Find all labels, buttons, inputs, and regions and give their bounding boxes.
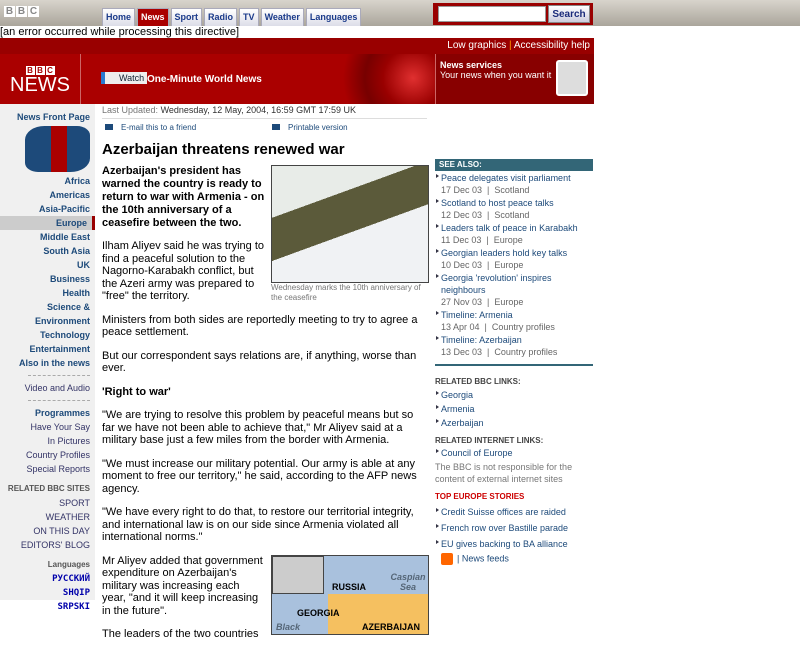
article-photo <box>271 165 429 303</box>
language-link[interactable]: SHQIP <box>62 588 90 598</box>
paragraph: Ilham Aliyev said he was trying to find a peaceful solution to the Nagorno-Karabakh conflict, but the Azeri army was prepared to "free" the territory. <box>102 240 265 302</box>
search-button[interactable]: Search <box>548 5 590 23</box>
envelope-icon <box>105 124 113 130</box>
map-label: GEORGIA <box>297 607 340 618</box>
related-bbc-item <box>435 389 593 401</box>
top-story-link[interactable]: French row over Bastille parade <box>441 523 569 533</box>
related-bbc-item <box>435 417 593 429</box>
paragraph: Ministers from both sides are reportedly meeting to try to agree a peace settlement. <box>102 313 418 338</box>
related-internet-heading: RELATED INTERNET LINKS: <box>435 436 544 445</box>
nav-technology[interactable]: Technology <box>40 330 90 340</box>
tab-news[interactable]: News <box>137 8 169 26</box>
related-bbc-link[interactable]: Azerbaijan <box>441 418 484 428</box>
left-nav <box>0 104 95 612</box>
nav-special-reports[interactable]: Special Reports <box>26 464 90 474</box>
related-site-link[interactable]: EDITORS' BLOG <box>20 540 90 550</box>
see-also-meta: 17 Dec 03 | Scotland <box>441 185 530 195</box>
utility-strip <box>0 38 594 54</box>
printer-icon <box>272 124 280 130</box>
rss-icon <box>441 553 453 565</box>
logo-letter: C <box>29 6 38 17</box>
nav-south-asia[interactable]: South Asia <box>43 246 90 256</box>
logo-letter: B <box>27 66 33 75</box>
nav-health[interactable]: Health <box>62 288 90 298</box>
see-also-meta: 13 Dec 03 | Country profiles <box>441 347 558 357</box>
separator: | <box>509 40 512 51</box>
see-also-meta: 13 Apr 04 | Country profiles <box>441 322 555 332</box>
see-also-link[interactable]: Timeline: Azerbaijan <box>441 335 522 345</box>
divider <box>28 400 90 401</box>
subheading: 'Right to war' <box>102 385 171 398</box>
see-also-item <box>435 247 593 271</box>
related-bbc-link[interactable]: Armenia <box>441 404 475 414</box>
globe-banner <box>83 54 435 104</box>
top-story-link[interactable]: EU gives backing to BA alliance <box>441 539 568 549</box>
related-bbc-heading: RELATED BBC LINKS: <box>435 377 521 386</box>
related-bbc-link[interactable]: Georgia <box>441 390 474 400</box>
logo-word: NEWS <box>10 74 70 96</box>
nav-country-profiles[interactable]: Country Profiles <box>25 450 90 460</box>
related-bbc-item <box>435 403 593 415</box>
updated-label: Last Updated: <box>102 105 159 115</box>
search-input[interactable] <box>438 6 546 22</box>
right-column <box>435 159 593 565</box>
related-site-link[interactable]: WEATHER <box>45 512 90 522</box>
divider <box>435 364 593 366</box>
see-also-link[interactable]: Leaders talk of peace in Karabakh <box>441 223 578 233</box>
related-site-link[interactable]: ON THIS DAY <box>33 526 90 536</box>
services-subtitle: Your news when you want it <box>440 70 552 80</box>
soldiers-photo <box>271 165 429 283</box>
see-also-meta: 10 Dec 03 | Europe <box>441 260 524 270</box>
bbc-news-logo[interactable] <box>0 54 81 104</box>
logo-letter: B <box>17 6 26 17</box>
article-tools <box>102 123 427 137</box>
tab-languages[interactable]: Languages <box>306 8 362 26</box>
top-stories-heading: TOP EUROPE STORIES <box>435 492 525 501</box>
see-also-item <box>435 172 593 196</box>
see-also-link[interactable]: Georgia 'revolution' inspires neighbours <box>441 273 552 295</box>
region-map <box>271 555 429 635</box>
map-label: RUSSIA <box>332 581 367 592</box>
paragraph: "We have every right to do that, to restore our territorial integrity, and international law is on our side since Armenia violated all international norms." <box>102 506 414 543</box>
see-also-item <box>435 272 593 308</box>
photo-caption: Wednesday marks the 10th anniversary of the ceasefire <box>271 283 421 302</box>
nav-europe[interactable]: Europe <box>0 216 95 230</box>
nav-business[interactable]: Business <box>49 274 90 284</box>
languages-heading: Languages <box>47 560 90 569</box>
tab-home[interactable]: Home <box>102 8 135 26</box>
nav-uk[interactable]: UK <box>77 260 90 270</box>
language-link[interactable]: SRPSKI <box>57 602 90 612</box>
services-title: News services <box>440 60 503 70</box>
see-also-item <box>435 309 593 333</box>
see-also-link[interactable]: Scotland to host peace talks <box>441 198 554 208</box>
nav-in-pictures[interactable]: In Pictures <box>47 436 90 446</box>
see-also-meta: 12 Dec 03 | Scotland <box>441 210 530 220</box>
paragraph: But our correspondent says relations are, if anything, worse than ever. <box>102 349 417 374</box>
updated-time: Wednesday, 12 May, 2004, 16:59 GMT 17:59 UK <box>160 105 357 115</box>
tab-tv[interactable]: TV <box>239 8 259 26</box>
nav-entertainment[interactable]: Entertainment <box>29 344 90 354</box>
top-bar <box>0 0 800 26</box>
accessibility-link[interactable]: Accessibility help <box>513 40 590 51</box>
logo-letter: B <box>5 6 14 17</box>
bbc-logo[interactable] <box>4 6 39 17</box>
paragraph: "We must increase our military potential. Our army is able at any moment to free our territory," he said, according to the AFP news agency. <box>102 457 417 495</box>
nav-have-your-say[interactable]: Have Your Say <box>30 422 90 432</box>
devices-icon <box>556 60 588 96</box>
article-intro: Azerbaijan's president has warned the country is ready to return to war with Armenia - on the 10th anniversary of a ceasefire between the two. <box>102 165 265 229</box>
map-label: AZERBAIJAN <box>362 621 421 632</box>
see-also-meta: 11 Dec 03 | Europe <box>441 235 523 245</box>
see-also-meta: 27 Nov 03 | Europe <box>441 297 524 307</box>
news-services[interactable] <box>435 54 594 104</box>
top-story-item <box>435 538 593 550</box>
nav-science-environment[interactable]: Science & Environment <box>34 302 90 326</box>
nav-also-in-the-news[interactable]: Also in the news <box>18 358 90 368</box>
watch-button[interactable]: Watch <box>101 72 147 84</box>
related-internet-item <box>435 447 593 459</box>
nav-asia-pacific[interactable]: Asia-Pacific <box>38 204 90 214</box>
top-story-item <box>435 506 593 518</box>
error-message: [an error occurred while processing this directive] <box>0 26 240 38</box>
nav-tabs <box>102 8 361 26</box>
see-also-heading: SEE ALSO: <box>435 159 593 171</box>
tab-radio[interactable]: Radio <box>204 8 237 26</box>
related-sites-heading: RELATED BBC SITES <box>7 484 90 493</box>
watch-title[interactable]: One-Minute World News <box>147 74 262 85</box>
nav-news-front-page[interactable]: News Front Page <box>16 112 90 122</box>
headline: Azerbaijan threatens renewed war <box>102 141 345 158</box>
banner <box>0 54 594 104</box>
top-story-item <box>435 522 593 534</box>
email-link[interactable] <box>105 123 196 132</box>
language-link[interactable]: РУССКИЙ <box>52 574 90 584</box>
map-inset <box>272 556 324 594</box>
feeds-label: | News feeds <box>457 553 509 564</box>
map-label: Black <box>276 621 301 632</box>
nav-africa[interactable]: Africa <box>64 176 90 186</box>
nav-americas[interactable]: Americas <box>49 190 90 200</box>
search-box <box>433 3 593 25</box>
article <box>102 104 427 652</box>
tab-weather[interactable]: Weather <box>261 8 304 26</box>
map-label: Caspian Sea <box>390 571 426 592</box>
see-also-link[interactable]: Georgian leaders hold key talks <box>441 248 568 258</box>
print-label: Printable version <box>288 123 348 132</box>
divider <box>28 375 90 376</box>
logo-letter: C <box>47 66 53 75</box>
see-also-item <box>435 222 593 246</box>
paragraph: Mr Aliyev added that government expenditure on Azerbaijan's military was increasing each year, "and it will keep increasing in the future". <box>102 554 263 617</box>
paragraph: The leaders of the two countries <box>102 628 259 640</box>
last-updated <box>102 104 427 119</box>
see-also-item <box>435 334 593 358</box>
print-link[interactable] <box>272 123 348 132</box>
tab-sport[interactable]: Sport <box>171 8 203 26</box>
see-also-link[interactable]: Timeline: Armenia <box>441 310 513 320</box>
world-map-icon[interactable] <box>25 126 90 172</box>
disclaimer: The BBC is not responsible for the content of external internet sites <box>435 462 573 484</box>
related-site-link[interactable]: SPORT <box>59 498 90 508</box>
email-label: E-mail this to a friend <box>121 123 197 132</box>
top-story-link[interactable]: Credit Suisse offices are raided <box>441 507 566 517</box>
see-also-link[interactable]: Peace delegates visit parliament <box>441 173 571 183</box>
related-internet-link[interactable]: Council of Europe <box>441 448 513 458</box>
logo-letter: B <box>37 66 43 75</box>
see-also-item <box>435 197 593 221</box>
paragraph: "We are trying to resolve this problem by peaceful means but so far we have not been able to achieve that," Mr Aliyev said at a military base just a few miles from the border with Armenia. <box>102 409 414 446</box>
low-graphics-link[interactable]: Low graphics <box>447 40 507 51</box>
nav-middle-east[interactable]: Middle East <box>39 232 90 242</box>
news-feeds-link[interactable] <box>435 553 593 565</box>
nav-programmes[interactable]: Programmes <box>34 408 90 418</box>
nav-video-audio[interactable]: Video and Audio <box>24 383 90 393</box>
